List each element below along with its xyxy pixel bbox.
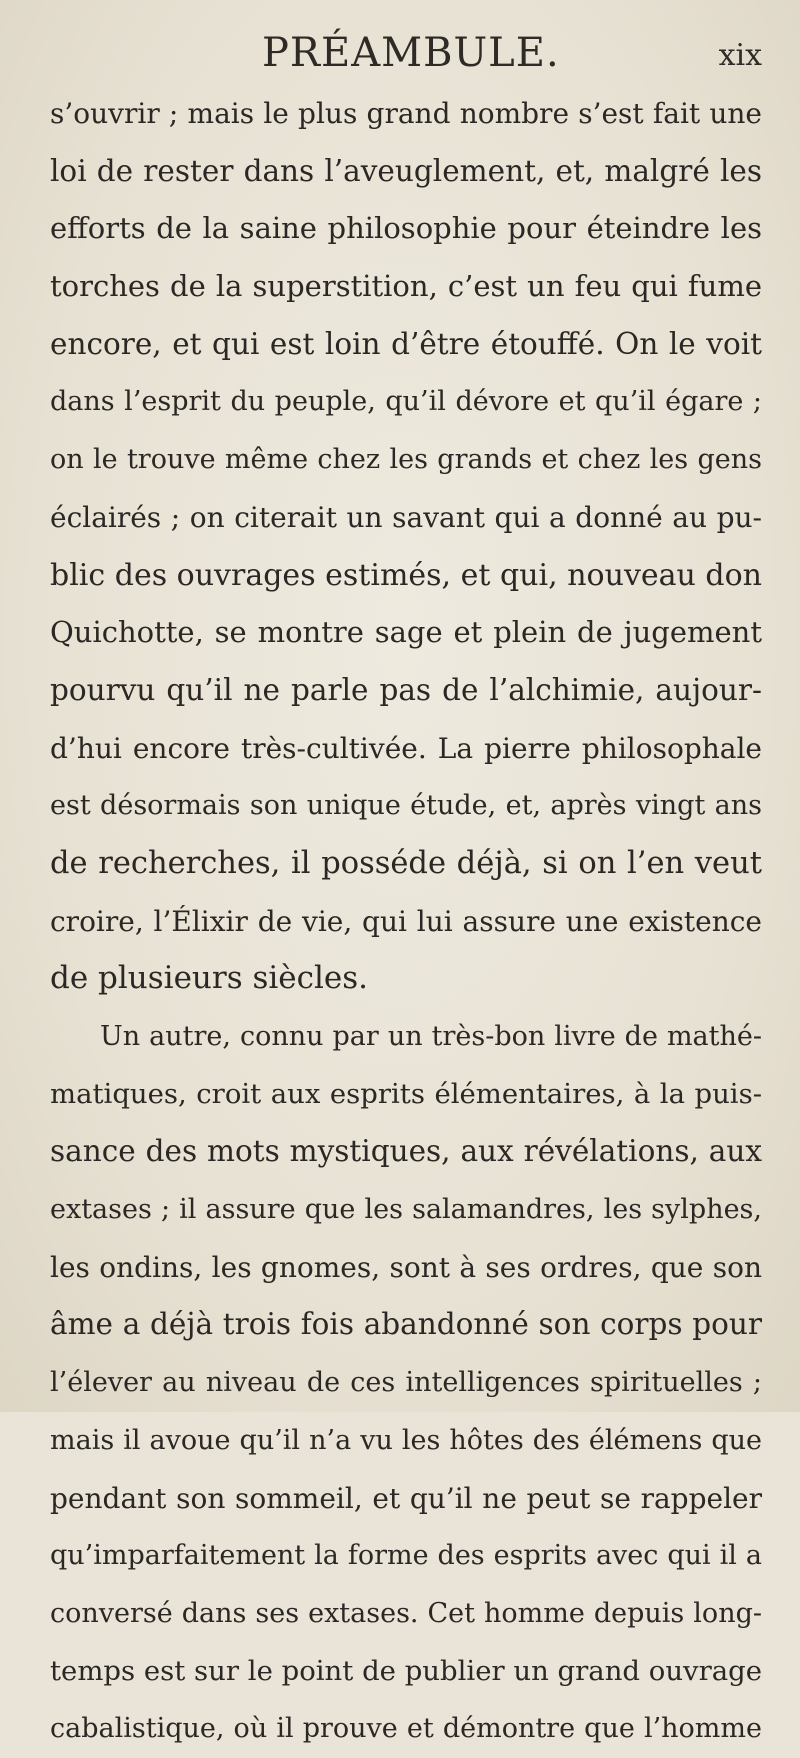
text-line: Quichotte, se montre sage et plein de jugement xyxy=(50,615,762,650)
text-line: loi de rester dans l’aveuglement, et, malgré les xyxy=(50,153,762,188)
body-text xyxy=(50,85,762,1758)
text-line: éclairés ; on citerait un savant qui a donné au pu- xyxy=(50,500,762,534)
running-title: PRÉAMBULE. xyxy=(262,30,560,76)
text-line: les ondins, les gnomes, sont à ses ordres, que son xyxy=(50,1250,762,1284)
text-line: sance des mots mystiques, aux révélations, aux xyxy=(50,1134,762,1169)
running-header xyxy=(0,20,800,80)
text-line: est désormais son unique étude, et, après vingt ans xyxy=(50,790,762,822)
text-line: s’ouvrir ; mais le plus grand nombre s’est fait une xyxy=(50,97,762,130)
text-line: de recherches, il posséde déjà, si on l’en veut xyxy=(50,845,762,881)
text-line: qu’imparfaitement la forme des esprits avec qui il a xyxy=(50,1540,762,1572)
text-line: mais il avoue qu’il n’a vu les hôtes des élémens que xyxy=(50,1424,762,1456)
text-line: cabalistique, où il prouve et démontre que l’homme xyxy=(50,1713,762,1745)
text-line: temps est sur le point de publier un grand ouvrage xyxy=(50,1654,762,1687)
text-line: croire, l’Élixir de vie, qui lui assure une existence xyxy=(50,904,762,938)
text-line: blic des ouvrages estimés, et qui, nouveau don xyxy=(50,557,762,593)
text-line: extases ; il assure que les salamandres, les sylphes, xyxy=(50,1194,762,1226)
text-line: dans l’esprit du peuple, qu’il dévore et qu’il égare ; xyxy=(50,386,762,418)
page-number: xix xyxy=(718,38,762,73)
text-line: conversé dans ses extases. Cet homme depuis long- xyxy=(50,1597,762,1629)
text-line: l’élever au niveau de ces intelligences spirituelles ; xyxy=(50,1367,762,1399)
text-line: torches de la superstition, c’est un feu qui fume xyxy=(50,269,762,304)
text-line: de plusieurs siècles. xyxy=(50,960,369,997)
text-line: Un autre, connu par un très-bon livre de mathé- xyxy=(100,1021,762,1052)
text-line: d’hui encore très-cultivée. La pierre philosophale xyxy=(50,731,762,765)
text-line: efforts de la saine philosophie pour éteindre les xyxy=(50,211,762,246)
text-line: encore, et qui est loin d’être étouffé. On le voit xyxy=(50,326,762,361)
text-line: âme a déjà trois fois abandonné son corps pour xyxy=(50,1307,762,1342)
text-line: pendant son sommeil, et qu’il ne peut se rappeler xyxy=(50,1481,762,1515)
text-line: pourvu qu’il ne parle pas de l’alchimie, aujour- xyxy=(50,672,762,707)
text-line: matiques, croit aux esprits élémentaires, à la puis- xyxy=(50,1077,762,1110)
text-line: on le trouve même chez les grands et chez les gens xyxy=(50,444,762,476)
